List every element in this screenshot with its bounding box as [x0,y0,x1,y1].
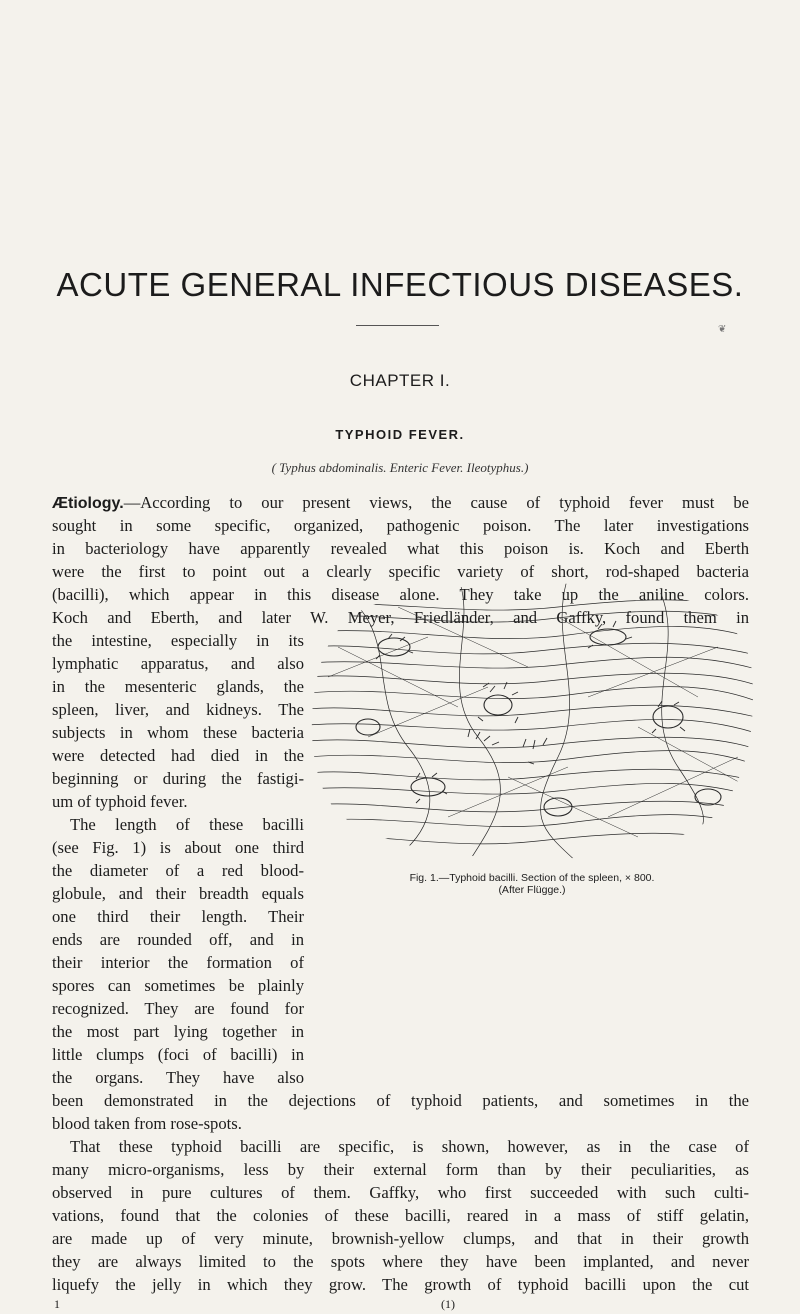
text-line: are made up of very minute, brownish-yellow clumps, and that in their growth [52,1229,749,1248]
text-line: were detected had died in the [52,746,304,765]
text-line: blood taken from rose-spots. [52,1114,242,1133]
text-line: globule, and their breadth equals [52,884,304,903]
figure-caption [312,872,752,896]
text-line: they are always limited to the spots where they have been implanted, and never [52,1252,749,1271]
signature-mark: 1 [54,1297,60,1311]
synonyms: ( Typhus abdominalis. Enteric Fever. Ileotyphus.) [271,460,529,475]
text-line: were the first to point out a clearly specific variety of short, rod-shaped bacteria [52,562,749,581]
text-line: (bacilli), which appear in this disease alone. They take up the aniline colors. [52,585,749,604]
text-line: sought in some specific, organized, pathogenic poison. The later investigations [52,516,749,535]
text-line: Ætiology.—According to our present views, the cause of typhoid fever must be [52,493,749,512]
text-line: um of typhoid fever. [52,792,188,811]
text-line: The length of these bacilli [70,815,304,834]
text-line: their interior the formation of [52,953,304,972]
text-line: observed in pure cultures of them. Gaffky, who first succeeded with such culti- [52,1183,749,1202]
section-title: TYPHOID FEVER. [335,427,465,442]
text-line: the organs. They have also [52,1068,304,1087]
title-divider [356,325,439,326]
text-line: beginning or during the fastigi- [52,769,304,788]
caption-line: Fig. 1.—Typhoid bacilli. Section of the spleen, × 800. [409,872,655,884]
text-line: ends are rounded off, and in [52,930,304,949]
page-number: (1) [441,1297,455,1311]
text-line: liquefy the jelly in which they grow. The growth of typhoid bacilli upon the cut [52,1275,749,1294]
text-line: little clumps (foci of bacilli) in [52,1045,304,1064]
text-line: in bacteriology have apparently revealed what this poison is. Koch and Eberth [52,539,749,558]
text-line: the most part lying together in [52,1022,304,1041]
text-line: Koch and Eberth, and later W. Meyer, Friedländer, and Gaffky, found them in [52,608,749,627]
text-line: (see Fig. 1) is about one third [52,838,304,857]
text-line: been demonstrated in the dejections of typhoid patients, and sometimes in the [52,1091,749,1110]
text-line: one third their length. Their [52,907,304,926]
text-line: lymphatic apparatus, and also [52,654,304,673]
text-line: in the mesenteric glands, the [52,677,304,696]
chapter-heading: CHAPTER I. [349,371,451,390]
text-line: That these typhoid bacilli are specific, is shown, however, as in the case of [70,1137,749,1156]
text-line: spores can sometimes be plainly [52,976,304,995]
text-line: vations, found that the colonies of these bacilli, reared in a mass of stiff gelatin, [52,1206,749,1225]
printer-mark: ❦ [718,324,727,335]
spleen-section-illustration [308,577,756,863]
text-line: the diameter of a red blood- [52,861,304,880]
lead-word: Ætiology. [52,495,124,512]
book-title: ACUTE GENERAL INFECTIOUS DISEASES. [56,266,744,303]
text-line: many micro-organisms, less by their external form than by their peculiarities, as [52,1160,749,1179]
text-line: subjects in whom these bacteria [52,723,304,742]
text-line: recognized. They are found for [52,999,304,1018]
caption-line: (After Flügge.) [498,884,566,896]
text-line: the intestine, especially in its [52,631,304,650]
text-line: spleen, liver, and kidneys. The [52,700,304,719]
